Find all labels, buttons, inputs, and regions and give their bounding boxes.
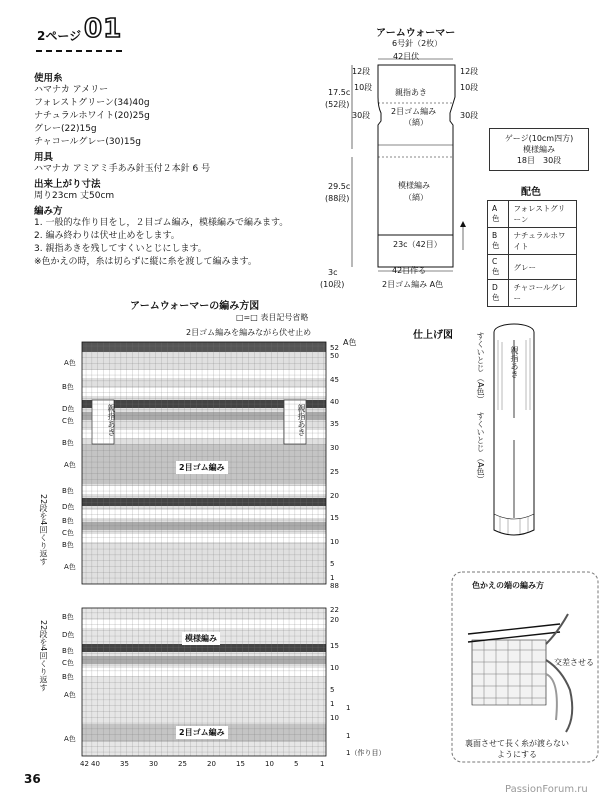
schematic-left-rows: 12段 bbox=[352, 67, 371, 76]
row-number: 52 bbox=[330, 344, 339, 352]
row-arrow-1: 1 bbox=[346, 704, 351, 712]
chart-top-color: A色 bbox=[343, 338, 357, 347]
chart-color-label: A色 bbox=[64, 563, 76, 571]
col-number: 30 bbox=[149, 760, 158, 768]
row-number: 22 bbox=[330, 606, 339, 614]
gauge-line: 模様編み bbox=[523, 145, 555, 154]
yarn-line: ナチュラルホワイト(20)25g bbox=[34, 111, 150, 121]
tools-heading: 用具 bbox=[34, 152, 54, 163]
col-number: 1 bbox=[320, 760, 325, 768]
chart-pattern-label: 模様編み bbox=[182, 632, 220, 645]
col-number: 10 bbox=[265, 760, 274, 768]
schematic-pattern-sub: （縞） bbox=[404, 193, 428, 202]
schematic-width: 23c（42目） bbox=[393, 240, 442, 249]
color-row: C色 グレー bbox=[488, 255, 577, 280]
chart-color-label: B色 bbox=[62, 517, 74, 525]
materials-section bbox=[34, 70, 334, 269]
schematic-needle: 6号針（2枚） bbox=[392, 39, 443, 48]
chart-top-note: 2目ゴム編みを編みながら伏せ止め bbox=[186, 328, 312, 337]
yarn-brand: ハマナカ アメリー bbox=[34, 85, 109, 95]
chart-color-label: D色 bbox=[62, 503, 75, 511]
chart-color-label: A色 bbox=[64, 461, 76, 469]
row-number: 15 bbox=[330, 642, 339, 650]
page-number: 36 bbox=[24, 772, 41, 786]
color-change-note: 裏面させて長く糸が渡らないようにする bbox=[465, 739, 569, 759]
schematic-thumb: 親指あき bbox=[395, 88, 427, 97]
row-number: 10 bbox=[330, 664, 339, 672]
page-header-label: 2ページ bbox=[37, 29, 82, 43]
yarn-line: フォレストグリーン(34)40g bbox=[34, 98, 150, 108]
col-number: 35 bbox=[120, 760, 129, 768]
schematic-length1-rows: (52段) bbox=[325, 100, 350, 109]
row-number: 50 bbox=[330, 352, 339, 360]
knitting-chart bbox=[80, 340, 330, 760]
row-number: 20 bbox=[330, 616, 339, 624]
size-text: 周り23cm 丈50cm bbox=[34, 191, 115, 201]
col-number: 5 bbox=[294, 760, 299, 768]
color-change-title: 色かえの端の編み方 bbox=[472, 581, 544, 590]
schematic-bottom-len: 3c bbox=[328, 268, 338, 277]
col-number: 25 bbox=[178, 760, 187, 768]
schematic-length2-rows: (88段) bbox=[325, 194, 350, 203]
row-number: 25 bbox=[330, 468, 339, 476]
finish-seam2: すくいとじ bbox=[476, 412, 485, 452]
yarn-heading: 使用糸 bbox=[34, 73, 63, 84]
yarn-line: グレー(22)15g bbox=[34, 124, 97, 134]
row-number: 40 bbox=[330, 398, 339, 406]
chart-legend: □=□ 表目記号省略 bbox=[236, 313, 309, 322]
size-heading: 出来上がり寸法 bbox=[34, 179, 101, 190]
gauge-line: ゲージ(10cm四方) bbox=[504, 134, 574, 143]
pattern-number: 01 bbox=[84, 14, 123, 44]
chart-color-label: D色 bbox=[62, 631, 75, 639]
finish-seam2-color: （A色） bbox=[476, 454, 485, 484]
row-arrow-1: 1 bbox=[346, 732, 351, 740]
schematic-cast-on: 42目作る bbox=[392, 266, 427, 275]
schematic-bottom-rows: (10段) bbox=[320, 280, 345, 289]
chart-color-label: C色 bbox=[62, 529, 74, 537]
schematic-length1: 17.5c bbox=[328, 88, 351, 97]
chart-thumb-right: 親指あき bbox=[297, 404, 306, 436]
col-number: 20 bbox=[207, 760, 216, 768]
finish-seam1-color: （A色） bbox=[476, 374, 485, 404]
chart-color-label: B色 bbox=[62, 647, 74, 655]
chart-color-label: A色 bbox=[64, 691, 76, 699]
row-number: 10 bbox=[330, 538, 339, 546]
gauge-line: 18目 30段 bbox=[516, 156, 562, 165]
row-number: 30 bbox=[330, 444, 339, 452]
chart-repeat-note: 22段を4回くり返す bbox=[39, 620, 48, 692]
color-table bbox=[487, 200, 577, 307]
schematic-right-10: 10段 bbox=[460, 83, 479, 92]
col-number: 40 bbox=[91, 760, 100, 768]
row-number: 88 bbox=[330, 582, 339, 590]
row-number: 20 bbox=[330, 492, 339, 500]
method-note: ※色かえの時，糸は切らずに縦に糸を渡して編みます。 bbox=[34, 257, 257, 267]
color-row: D色 チャコールグレー bbox=[488, 280, 577, 307]
chart-color-label: C色 bbox=[62, 659, 74, 667]
chart-color-label: C色 bbox=[62, 417, 74, 425]
chart-color-label: B色 bbox=[62, 439, 74, 447]
row-number: 5 bbox=[330, 686, 335, 694]
chart-color-label: A色 bbox=[64, 359, 76, 367]
watermark: PassionForum.ru bbox=[505, 784, 588, 795]
schematic-length2: 29.5c bbox=[328, 182, 351, 191]
yarn-line: チャコールグレー(30)15g bbox=[34, 137, 142, 147]
row-number: 35 bbox=[330, 420, 339, 428]
tools-text: ハマナカ アミアミ手あみ針玉付２本針 6 号 bbox=[34, 164, 211, 174]
chart-thumb-left: 親指あき bbox=[107, 404, 116, 436]
method-step: 2. 編み終わりは伏せ止めをします。 bbox=[34, 231, 180, 241]
schematic-right-rows: 12段 bbox=[460, 67, 479, 76]
header-divider bbox=[36, 50, 122, 52]
row-number: 45 bbox=[330, 376, 339, 384]
method-step: 3. 親指あきを残してすくいとじにします。 bbox=[34, 244, 207, 254]
chart-color-label: B色 bbox=[62, 613, 74, 621]
method-heading: 編み方 bbox=[34, 206, 63, 217]
chart-color-label: B色 bbox=[62, 673, 74, 681]
schematic-left-30: 30段 bbox=[352, 111, 371, 120]
color-row: B色 ナチュラルホワイト bbox=[488, 228, 577, 255]
row-number: 5 bbox=[330, 560, 335, 568]
chart-cast-on-note: 1（作り目） bbox=[346, 749, 386, 757]
finish-title: 仕上げ図 bbox=[413, 330, 453, 341]
col-number: 42 bbox=[80, 760, 89, 768]
schematic-bottom-label: 2目ゴム編み A色 bbox=[382, 280, 444, 289]
finish-seam1: すくいとじ bbox=[476, 332, 485, 372]
gauge-box bbox=[489, 128, 589, 171]
chart-color-label: B色 bbox=[62, 383, 74, 391]
chart-color-label: B色 bbox=[62, 541, 74, 549]
color-table-title: 配色 bbox=[521, 187, 541, 198]
method-step: 1. 一般的な作り目をし，２目ゴム編み，模様編みで編みます。 bbox=[34, 218, 289, 228]
column-numbers bbox=[80, 760, 330, 770]
schematic-top: 42目伏 bbox=[393, 52, 420, 61]
chart-repeat-note: 22段を4回くり返す bbox=[39, 494, 48, 566]
schematic-rib-sub: （縞） bbox=[404, 118, 428, 127]
schematic-right-30: 30段 bbox=[460, 111, 479, 120]
chart-rib-label: 2目ゴム編み bbox=[176, 461, 228, 474]
schematic-pattern: 模様編み bbox=[398, 181, 430, 190]
row-number: 10 bbox=[330, 714, 339, 722]
schematic-title: アームウォーマー bbox=[376, 28, 456, 39]
chart-rib-label-lower: 2目ゴム編み bbox=[176, 726, 228, 739]
row-number: 1 bbox=[330, 700, 335, 708]
row-number: 1 bbox=[330, 574, 335, 582]
chart-color-label: D色 bbox=[62, 405, 75, 413]
chart-title: アームウォーマーの編み方図 bbox=[130, 301, 260, 312]
col-number: 15 bbox=[236, 760, 245, 768]
color-change-cross-label: 交差させる bbox=[554, 658, 594, 667]
schematic-rib: 2目ゴム編み bbox=[391, 107, 437, 116]
chart-color-label: B色 bbox=[62, 487, 74, 495]
color-row: A色 フォレストグリーン bbox=[488, 201, 577, 228]
finish-thumb: 親指あき bbox=[510, 346, 519, 378]
chart-color-label: A色 bbox=[64, 735, 76, 743]
row-number: 15 bbox=[330, 514, 339, 522]
schematic-left-10: 10段 bbox=[354, 83, 373, 92]
